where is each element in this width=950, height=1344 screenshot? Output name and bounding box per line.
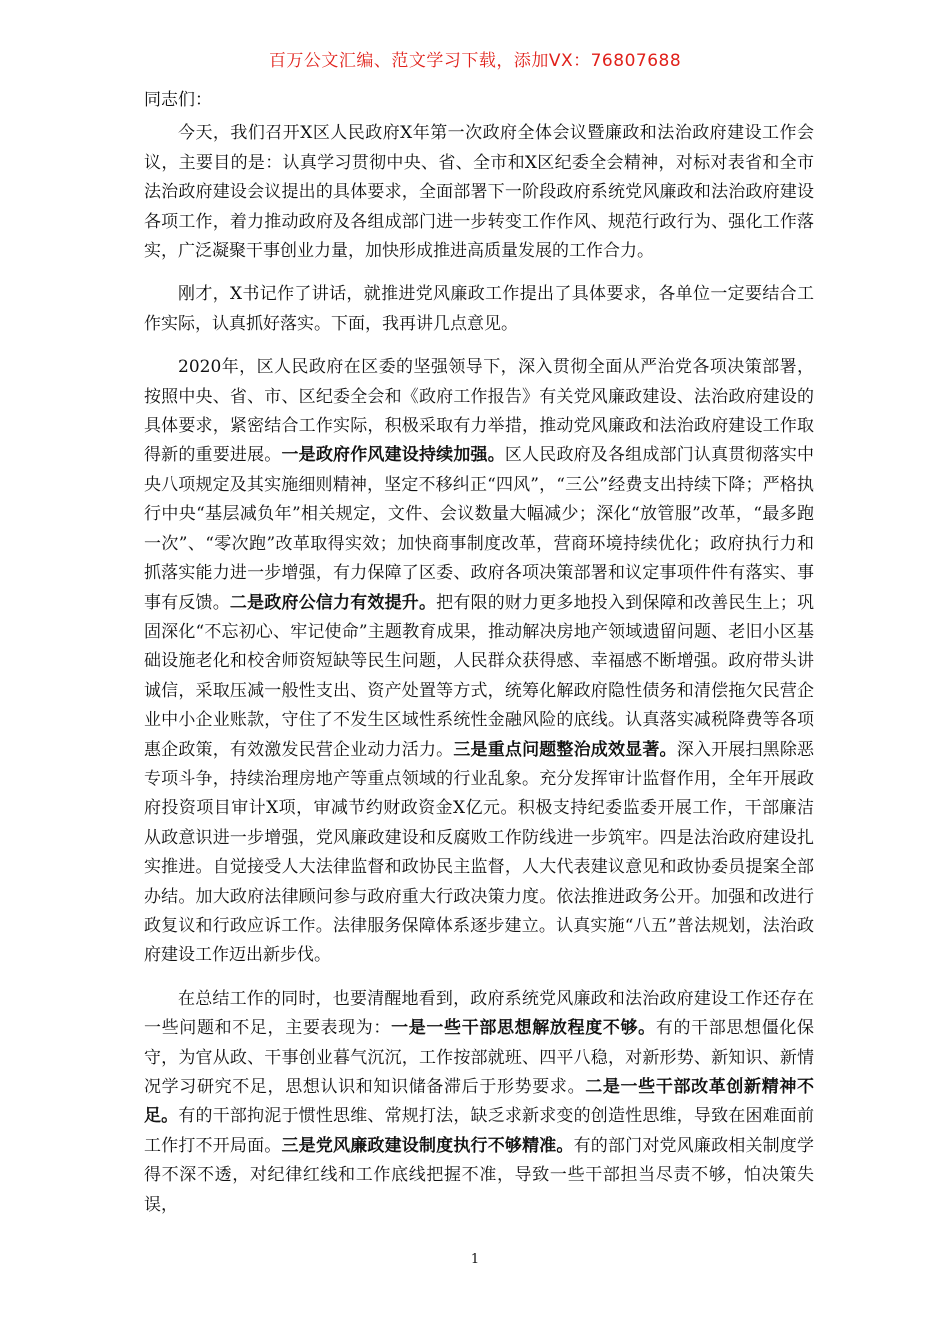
problem-text-2: 有的干部拘泥于惯性思维、常规打法，缺乏求新求变的创造性思维，导致在困难面前工作打不开局面。: [144, 1106, 815, 1156]
paragraph-problems: [144, 985, 814, 1220]
problem-text-3: 有的部门对党风廉政相关制度学得不深不透，对纪律红线和工作底线把握不准，导致一些干部担当尽责不够，怕决策失误，: [144, 1135, 815, 1215]
paragraph-meeting-purpose: 今天，我们召开X区人民政府X年第一次政府全体会议暨廉政和法治政府建设工作会议，主要目的是：认真学习贯彻中央、省、全市和X区纪委全会精神，对标对表省和全市法治政府建设会议提出的具体要求，全面部署下一阶段政府系统党风廉政和法治政府建设各项工作，着力推动政府及各组成部门进一步转变工作作风、规范行政行为、强化工作落实，广泛凝聚干事创业力量，加快形成推进高质量发展的工作合力。: [144, 123, 814, 262]
achievement-heading-1: 一是政府作风建设持续加强。: [281, 445, 505, 466]
paragraph-remarks: 刚才，X书记作了讲话，就推进党风廉政工作提出了具体要求，各单位一定要结合工作实际，认真抓好落实。下面，我再讲几点意见。: [144, 284, 814, 334]
salutation: 同志们：: [144, 90, 212, 110]
achievement-text-1: 区人民政府及各组成部门认真贯彻落实中央八项规定及其实施细则精神，坚定不移纠正“四风”，“三公”经费支出持续下降；严格执行中央“基层减负年”相关规定，文件、会议数量大幅减少；深化“放管服”改革，“最多跑一次”、“零次跑”改革取得实效；加快商事制度改革，营商环境持续优化；政府执行力和抓落实能力进一步增强，有力保障了区委、政府各项决策部署和议定事项件件有落实、事事有反馈。: [144, 445, 815, 613]
page-number: 1: [470, 1252, 480, 1267]
achievement-text-3: 深入开展扫黑除恶专项斗争，持续治理房地产等重点领域的行业乱象。充分发挥审计监督作用，全年开展政府投资项目审计X项，审减节约财政资金X亿元。积极支持纪委监委开展工作，干部廉洁从政意识进一步增强，党风廉政建设和反腐败工作防线进一步筑牢。四是法治政府建设扎实推进。自觉接受人大法律监督和政协民主监督，人大代表建议意见和政协委员提案全部办结。加大政府法律顾问参与政府重大行政决策力度。依法推进政务公开。加强和改进行政复议和行政应诉工作。法律服务保障体系逐步建立。认真实施“八五”普法规划，法治政府建设工作迈出新步伐。: [144, 739, 815, 966]
achievement-heading-2: 二是政府公信力有效提升。: [229, 592, 437, 613]
problem-heading-3: 三是党风廉政建设制度执行不够精准。: [281, 1135, 574, 1156]
download-banner: 百万公文汇编、范文学习下载，添加VX：76807688: [268, 51, 682, 71]
achievement-text-2: 把有限的财力更多地投入到保障和改善民生上；巩固深化“不忘初心、牢记使命”主题教育成果，推动解决房地产领域遗留问题、老旧小区基础设施老化和校舍师资短缺等民生问题，人民群众获得感、幸福感不断增强。政府带头讲诚信，采取压减一般性支出、资产处置等方式，统筹化解政府隐性债务和清偿拖欠民营企业中小企业账款，守住了不发生区域性系统性金融风险的底线。认真落实减税降费等各项惠企政策，有效激发民营企业动力活力。: [144, 592, 815, 760]
achievement-heading-3: 三是重点问题整治成效显著。: [453, 739, 677, 760]
paragraph-achievements: [144, 353, 814, 971]
problem-text-1: 有的干部思想僵化保守，为官从政、干事创业暮气沉沉，工作按部就班、四平八稳，对新形势、新知识、新情况学习研究不足，思想认识和知识储备滞后于形势要求。: [144, 1018, 815, 1097]
problems-intro: 在总结工作的同时，也要清醒地看到，政府系统党风廉政和法治政府建设工作还存在一些问题和不足，主要表现为：: [144, 988, 814, 1039]
achievements-intro: 2020年，区人民政府在区委的坚强领导下，深入贯彻全面从严治党各项决策部署，按照中央、省、市、区纪委全会和《政府工作报告》有关党风廉政建设、法治政府建设的具体要求，紧密结合工作实际，积极采取有力举措，推动党风廉政和法治政府建设工作取得新的重要进展。: [144, 357, 814, 466]
document-body: [144, 86, 814, 1234]
problem-heading-1: 一是一些干部思想解放程度不够。: [391, 1018, 656, 1039]
problem-heading-2: 二是一些干部改革创新精神不足。: [144, 1077, 815, 1127]
